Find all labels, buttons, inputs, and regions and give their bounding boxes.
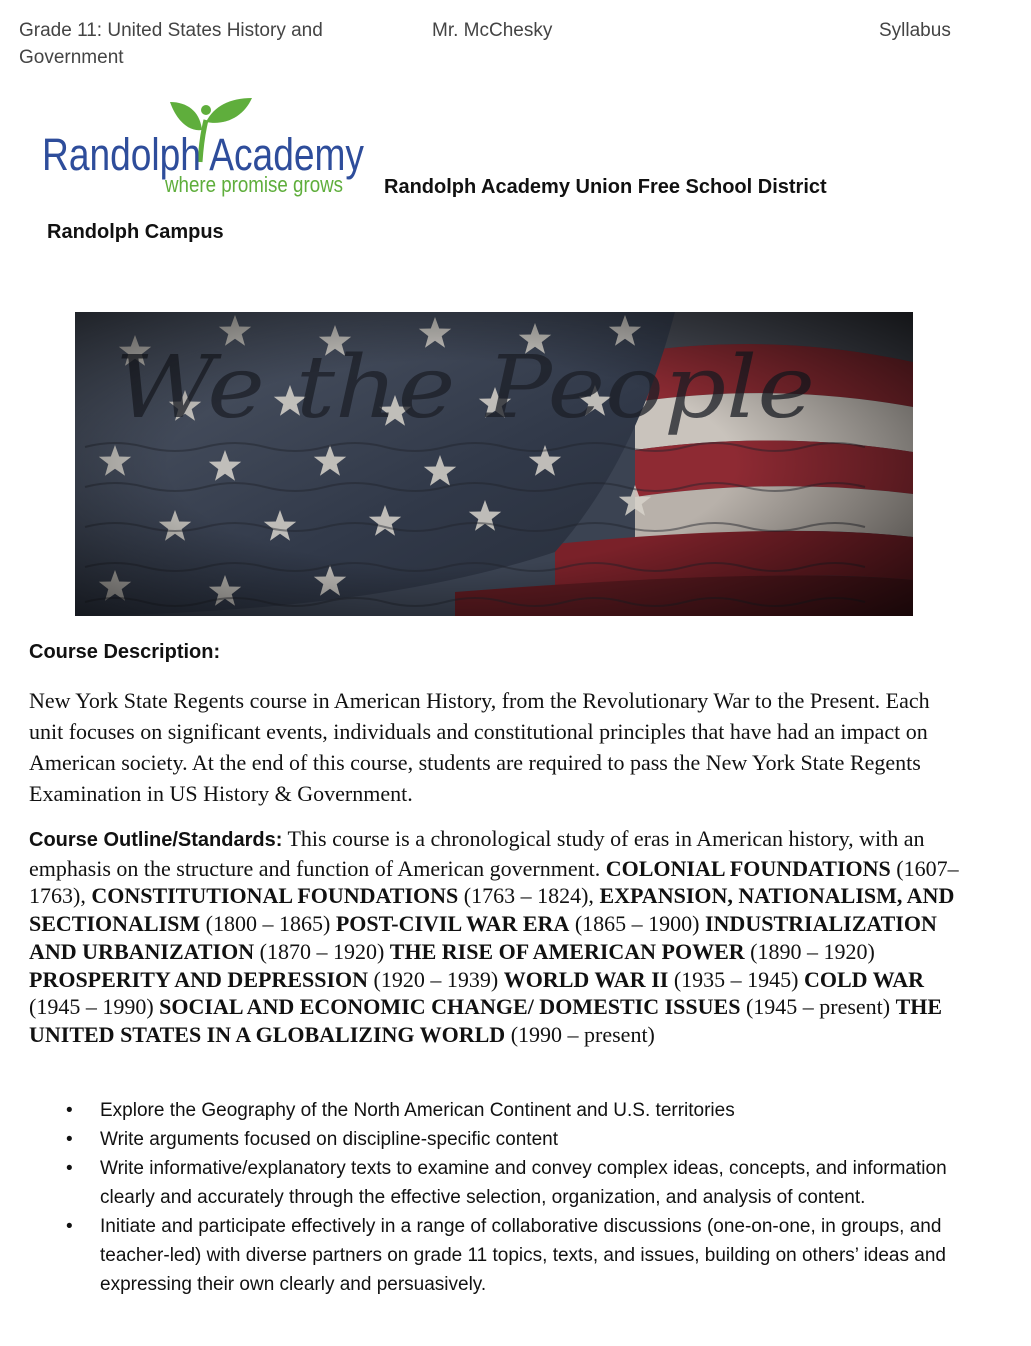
era-name: WORLD WAR II xyxy=(503,966,669,992)
era-dates: (1945 – present) xyxy=(745,994,891,1020)
era-name: THE RISE OF AMERICAN POWER xyxy=(389,938,745,964)
era-dates: (1890 – 1920) xyxy=(750,938,875,964)
standards-list xyxy=(66,1096,966,1299)
era-name: CONSTITUTIONAL FOUNDATIONS xyxy=(91,883,459,909)
era-name: COLD WAR xyxy=(803,966,924,992)
era-name: POST-CIVIL WAR ERA xyxy=(335,911,570,937)
era-dates: (1870 – 1920) xyxy=(259,938,385,964)
header-doc-type: Syllabus xyxy=(879,20,951,41)
logo-image xyxy=(40,92,375,202)
era-name: SOCIAL AND ECONOMIC CHANGE/ DOMESTIC ISSUES xyxy=(159,994,741,1020)
flag-banner-image xyxy=(75,312,913,616)
era-name: INDUSTRIALIZATION AND URBANIZATION xyxy=(29,911,937,964)
standards-list-text: Initiate and participate effectively in a range of collaborative discussions (one-on-one, in groups, and teacher-led) with diverse partners on grade 11 topics, texts, and issues, building on others’ ideas and expressing their own clearly and persuasively. xyxy=(100,1216,946,1295)
district-name: Randolph Academy Union Free School District xyxy=(384,176,827,198)
standards-list-text: Explore the Geography of the North American Continent and U.S. territories xyxy=(100,1100,735,1121)
era-dates: (1935 – 1945) xyxy=(673,966,799,992)
era-dates: (1800 – 1865) xyxy=(205,911,331,937)
standards-list-item xyxy=(66,1125,966,1154)
standards-list-text: Write arguments focused on discipline-specific content xyxy=(100,1129,558,1150)
course-outline xyxy=(29,825,959,1049)
course-outline-title: Course Outline/Standards: xyxy=(29,829,283,851)
course-outline-intro: This course is a chronological study of eras in American history, with an emphasis on the structure and function of American government. xyxy=(29,826,925,881)
era-dates: (1920 – 1939) xyxy=(373,966,499,992)
standards-list-text: Write informative/explanatory texts to examine and convey complex ideas, concepts, and information clearly and accurately through the effective selection, organization, and analysis of content. xyxy=(100,1158,947,1208)
flag-constitution-graphic xyxy=(75,312,913,616)
bullet-icon: • xyxy=(66,1216,73,1237)
logo-name: Randolph Academy xyxy=(42,129,365,180)
era-name: EXPANSION, NATIONALISM, AND SECTIONALISM xyxy=(29,883,955,937)
era-dates: (1607– 1763), xyxy=(29,855,959,909)
school-logo xyxy=(40,92,375,202)
era-name: THE UNITED STATES IN A GLOBALIZING WORLD xyxy=(29,994,943,1047)
bullet-icon: • xyxy=(66,1129,73,1150)
course-description-text: New York State Regents course in American History, from the Revolutionary War to the Present. Each unit focuses on significant events, individuals and constitutional principles that have had an impact on American society. At the end of this course, students are required to pass the New York State Regents Examination in US History & Government. xyxy=(29,688,930,806)
era-dates: (1763 – 1824), xyxy=(463,883,594,909)
logo-tagline: where promise grows xyxy=(164,172,343,197)
era-name: COLONIAL FOUNDATIONS xyxy=(605,855,891,881)
bullet-icon: • xyxy=(66,1100,73,1121)
era-dates: (1865 – 1900) xyxy=(574,911,700,937)
era-dates: (1945 – 1990) xyxy=(29,994,154,1020)
era-dates: (1990 – present) xyxy=(510,1021,655,1047)
era-list xyxy=(29,856,959,1047)
standards-list-item xyxy=(66,1096,966,1125)
campus-name: Randolph Campus xyxy=(47,221,224,243)
header-teacher: Mr. McChesky xyxy=(432,20,553,41)
standards-list-item xyxy=(66,1212,966,1299)
course-description-title: Course Description: xyxy=(29,641,221,663)
header-course: Grade 11: United States History and Government xyxy=(19,20,323,68)
era-name: PROSPERITY AND DEPRESSION xyxy=(29,966,369,992)
bullet-icon: • xyxy=(66,1158,73,1179)
standards-list-item xyxy=(66,1154,966,1212)
